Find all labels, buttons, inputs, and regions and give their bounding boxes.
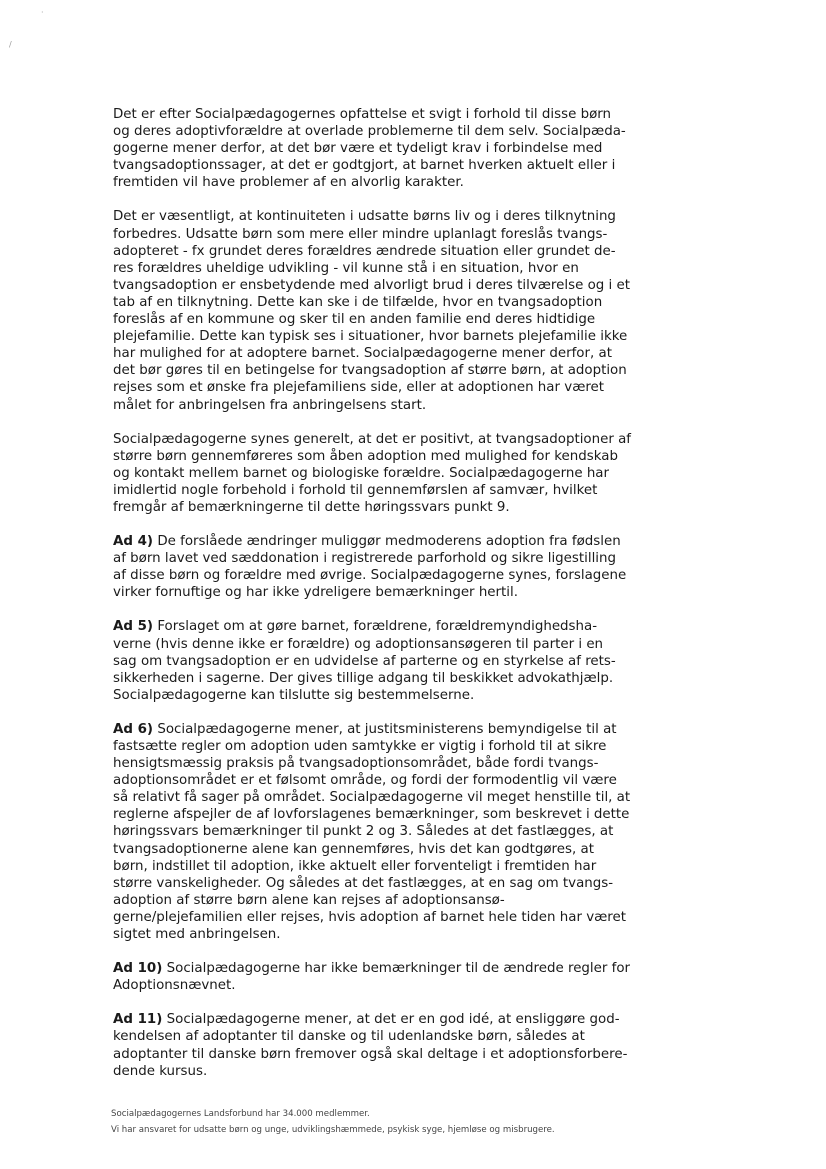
paragraph-text: Socialpædagogerne synes generelt, at det er positivt, at tvangsadoptioner af større børn gennemføreres som åben adoption med mulighed for kendskab og kontakt mellem barnet og biologiske forældre. Socialpædagogerne har imidlertid nogle forbehold i forhold til gennemførslen af samvær, hvilket fremgår af bemærkningerne til dette høringssvars punkt 9. <box>113 431 632 515</box>
paragraph-text: Socialpædagogerne mener, at det er en god idé, at ensliggøre god- kendelsen af adoptanter til danske og til udenlandske børn, således at adoptanter til danske børn fremover også skal deltage i et adoptionsforbere- dende kursus. <box>113 1012 628 1079</box>
paragraph-text: Det er væsentligt, at kontinuiteten i udsatte børns liv og i deres tilknytning forbedres. Udsatte børn som mere eller mindre uplanlagt foreslås tvangs- adopteret - fx grundet deres forældres ændrede situation eller grundet de- res forældres uheldige udvikling - vil kunne stå i en situation, hvor en tvangsadoption er ensbetydende med alvorligt brud i deres tilværelse og i et tab af en tilknytning. Dette kan ske i de tilfælde, hvor en tvangsadoption foreslås af en kommune og sker til en anden familie end deres hidtidige plejefamilie. Dette kan typisk ses i situationer, hvor barnets plejefamilie ikke har mulighed for at adoptere barnet. Socialpædagogerne mener derfor, at det bør gøres til en betingelse for tvangsadoption af større børn, at adoption rejses som et ønske fra plejefamiliens side, eller at adoptionen har været målet for anbringelsen fra anbringelsens start. <box>113 209 630 413</box>
paragraph-ad-11 <box>113 1011 661 1079</box>
paragraph-ad-5 <box>113 618 661 703</box>
paragraph-3 <box>113 431 661 516</box>
paragraph-lead: Ad 4) <box>113 534 154 550</box>
paragraph-text: Forslaget om at gøre barnet, forældrene, forældremyndighedsha- verne (hvis denne ikke er forældre) og adoptionsansøgeren til parter i en sag om tvangsadoption er en udvidelse af parterne og en styrkelse af rets- sikkerheden i sagerne. Der gives tillige adgang til beskikket advokathjælp. Socialpædagogerne kan tilslutte sig bestemmelserne. <box>113 619 616 703</box>
paragraph-ad-10 <box>113 960 661 994</box>
page-footer <box>111 1106 731 1138</box>
scan-dot-mark: · <box>41 8 44 17</box>
paragraph-ad-4 <box>113 533 661 601</box>
paragraph-lead: Ad 10) <box>113 961 163 977</box>
paragraph-ad-6 <box>113 721 661 943</box>
paragraph-text: Socialpædagogerne mener, at justitsministerens bemyndigelse til at fastsætte regler om adoption uden samtykke er vigtig i forhold til at sikre hensigtsmæssig praksis på tvangsadoptionsområdet, både fordi tvangs- adoptionsområdet er et følsomt område, og fordi der formodentlig vil være så relativt få sager på området. Socialpædagogerne vil meget henstille til, at reglerne afspejler de af lovforslagenes bemærkninger, som beskrevet i dette høringssvars bemærkninger til punkt 2 og 3. Således at det fastlægges, at tvangsadoptionerne alene kan gennemføres, hvis det kan godtgøres, at børn, indstillet til adoption, ikke aktuelt eller forventeligt i fremtiden har større vanskeligheder. Og således at det fastlægges, at en sag om tvangs- adoption af større børn alene kan rejses af adoptionsansø- gerne/plejefamilien eller rejses, hvis adoption af barnet hele tiden har været sigtet med anbringelsen. <box>113 721 631 943</box>
scan-slash-mark: / <box>9 40 12 49</box>
paragraph-lead: Ad 6) <box>113 721 154 737</box>
footer-line-2: Vi har ansvaret for udsatte børn og unge, udviklingshæmmede, psykisk syge, hjemløse og misbrugere. <box>111 1125 555 1135</box>
paragraph-2 <box>113 208 661 413</box>
footer-line-1: Socialpædagogernes Landsforbund har 34.000 medlemmer. <box>111 1109 370 1119</box>
paragraph-text: Socialpædagogerne har ikke bemærkninger til de ændrede regler for Adoptionsnævnet. <box>113 961 631 994</box>
document-body <box>113 106 661 1097</box>
paragraph-text: De forslåede ændringer muliggør medmoderens adoption fra fødslen af børn lavet ved sæddonation i registrerede parforhold og sikre ligestilling af disse børn og forældre med øvrige. Socialpædagogerne synes, forslagene virker fornuftige og har ikke ydreligere bemærkninger hertil. <box>113 534 627 601</box>
paragraph-lead: Ad 5) <box>113 619 154 635</box>
paragraph-1 <box>113 106 661 191</box>
paragraph-lead: Ad 11) <box>113 1012 163 1028</box>
paragraph-text: Det er efter Socialpædagogernes opfattelse et svigt i forhold til disse børn og deres adoptivforældre at overlade problemerne til dem selv. Socialpæda- gogerne mener derfor, at det bør være et tydeligt krav i forbindelse med tvangsadoptionssager, at det er godtgjort, at barnet hverken aktuelt eller i fremtiden vil have problemer af en alvorlig karakter. <box>113 107 626 191</box>
